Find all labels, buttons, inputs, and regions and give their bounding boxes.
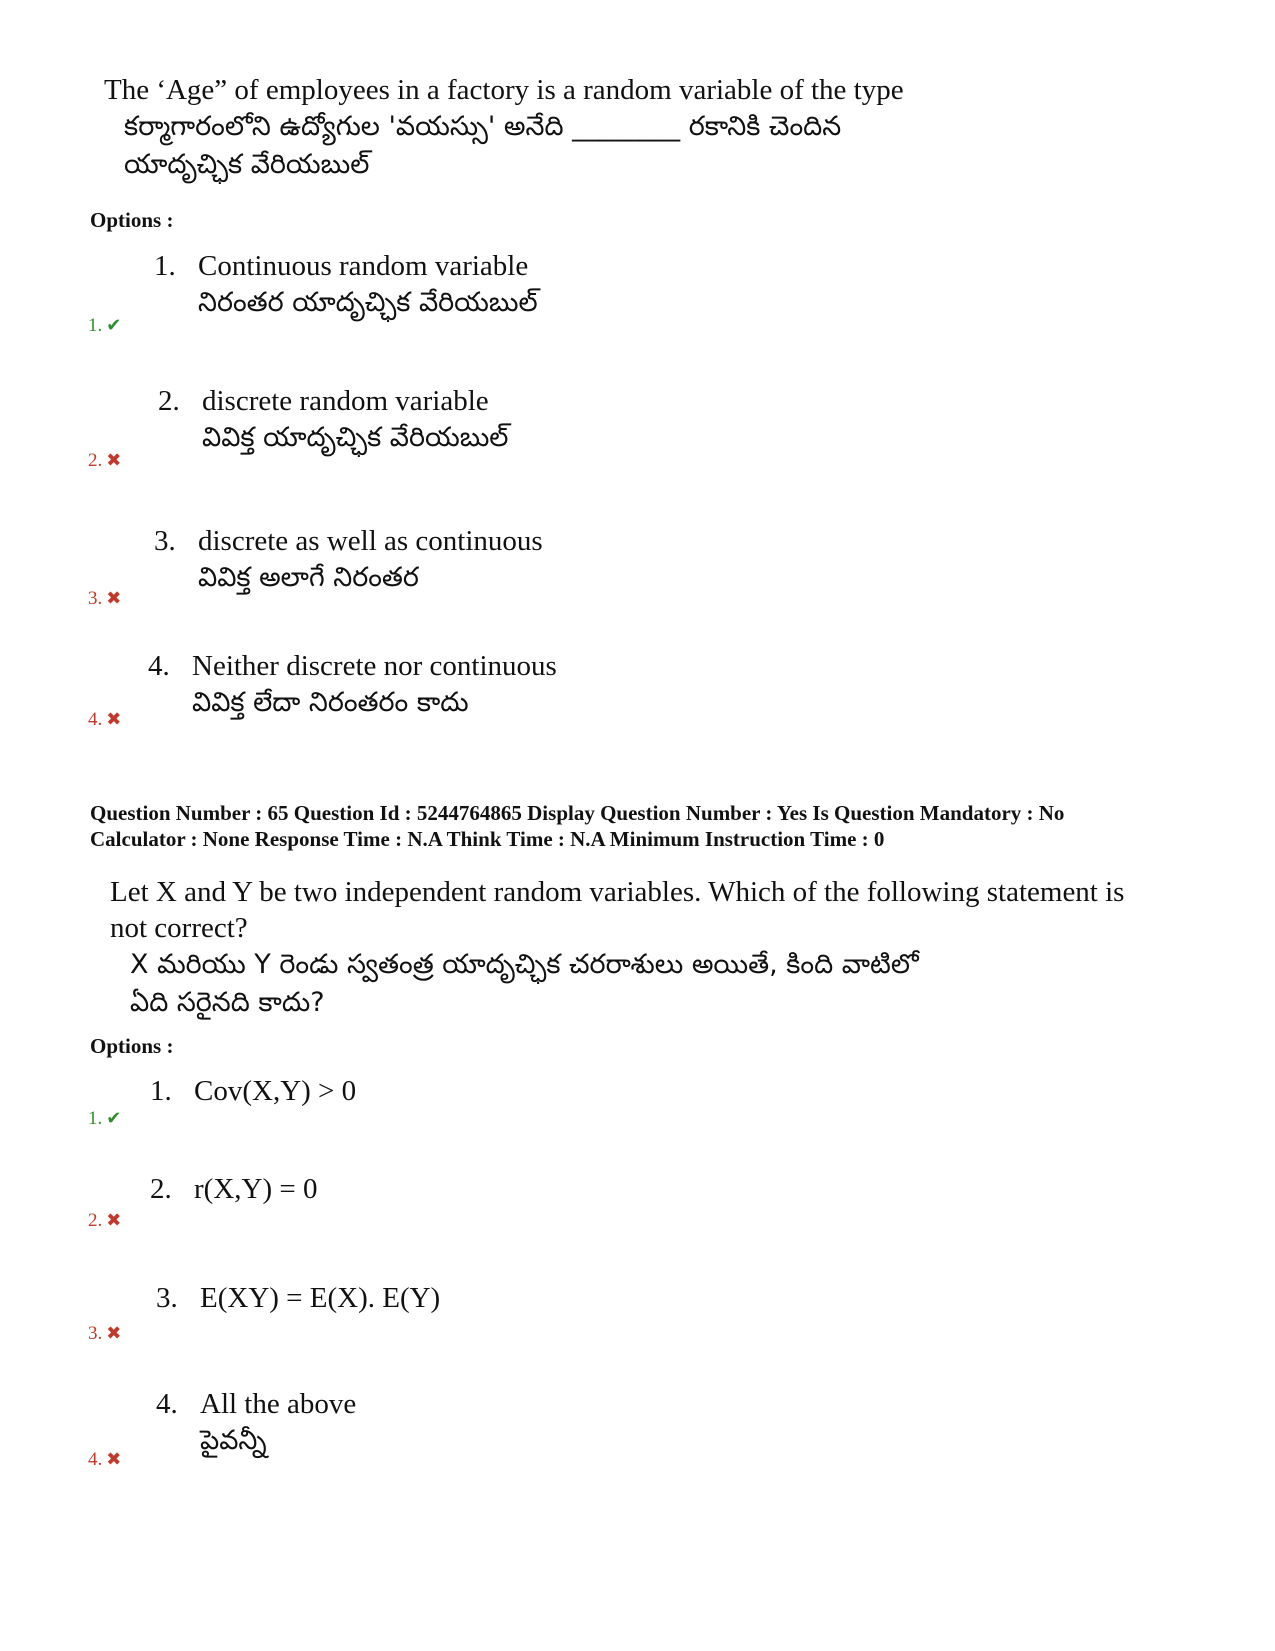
check-icon: ✔ [106,315,122,335]
metadata-line-1: Question Number : 65 Question Id : 5244764865 Display Question Number : Yes Is Question Mandatory : No [90,801,1065,825]
q1-option-1-marker [88,315,121,337]
question-2-text [110,874,1230,1022]
option-english: Cov(X,Y) > 0 [194,1075,357,1107]
option-telugu: వివిక్త అలాగే నిరంతర [198,562,419,593]
q2-option-4 [156,1386,356,1460]
option-english: discrete random variable [202,385,489,417]
q2-option-2 [150,1171,317,1207]
option-number: 1. [150,1075,172,1107]
question-2-english-line-1: Let X and Y be two independent random variables. Which of the following statement is [110,876,1125,908]
option-telugu: పైవన్నీ [200,1425,267,1456]
options-label: Options : [90,208,174,232]
marker-number: 2. [88,450,103,471]
question-1-text [104,72,1204,184]
q1-option-3-marker [88,588,121,610]
question-1-telugu-line-2: యాదృచ్ఛిక వేరియబుల్ [124,149,370,180]
q1-option-1 [154,248,538,322]
marker-number: 4. [88,1449,103,1470]
option-number: 4. [148,650,170,682]
marker-number: 2. [88,1210,103,1231]
question-2-english-line-2: not correct? [110,912,248,944]
q2-option-3 [156,1280,440,1316]
marker-number: 3. [88,588,103,609]
cross-icon: ✖ [106,1210,122,1230]
option-english: r(X,Y) = 0 [194,1173,318,1205]
metadata-line-2: Calculator : None Response Time : N.A Think Time : N.A Minimum Instruction Time : 0 [90,827,885,851]
option-english: All the above [200,1388,357,1420]
check-icon: ✔ [106,1108,122,1128]
options-label: Options : [90,1034,174,1058]
question-2-telugu-line-1: X మరియు Y రెండు స్వతంత్ర యాదృచ్ఛిక చరరాశులు అయితే, కింది వాటిలో [130,949,919,980]
cross-icon: ✖ [106,450,122,470]
option-telugu: నిరంతర యాదృచ్ఛిక వేరియబుల్ [198,287,538,318]
question-1-english: The ‘Age” of employees in a factory is a random variable of the type [104,74,904,106]
question-2-telugu-line-2: ఏది సరైనది కాదు? [130,987,325,1018]
marker-number: 1. [88,315,103,336]
question-metadata [90,800,1210,852]
option-number: 4. [156,1388,178,1420]
option-english: Continuous random variable [198,250,529,282]
question-1-telugu-line-1: కర్మాగారంలోని ఉద్యోగుల 'వయస్సు' అనేది ________ రకానికి చెందిన [124,111,842,142]
cross-icon: ✖ [106,588,122,608]
option-number: 1. [154,250,176,282]
q1-option-4 [148,648,557,722]
option-english: Neither discrete nor continuous [192,650,557,682]
cross-icon: ✖ [106,1323,122,1343]
option-number: 3. [154,525,176,557]
cross-icon: ✖ [106,709,122,729]
option-number: 3. [156,1282,178,1314]
q2-option-2-marker [88,1210,121,1232]
q2-option-1 [150,1073,356,1109]
option-english: E(XY) = E(X). E(Y) [200,1282,441,1314]
option-english: discrete as well as continuous [198,525,543,557]
q2-option-3-marker [88,1323,121,1345]
option-number: 2. [150,1173,172,1205]
q2-option-4-marker [88,1449,121,1471]
q1-option-2-marker [88,450,121,472]
option-number: 2. [158,385,180,417]
marker-number: 1. [88,1108,103,1129]
cross-icon: ✖ [106,1449,122,1469]
marker-number: 3. [88,1323,103,1344]
q2-option-1-marker [88,1108,121,1130]
q1-option-3 [154,523,543,597]
q1-option-4-marker [88,709,121,731]
q1-option-2 [158,383,508,457]
marker-number: 4. [88,709,103,730]
option-telugu: వివిక్త యాదృచ్ఛిక వేరియబుల్ [202,422,509,453]
option-telugu: వివిక్త లేదా నిరంతరం కాదు [192,687,469,718]
